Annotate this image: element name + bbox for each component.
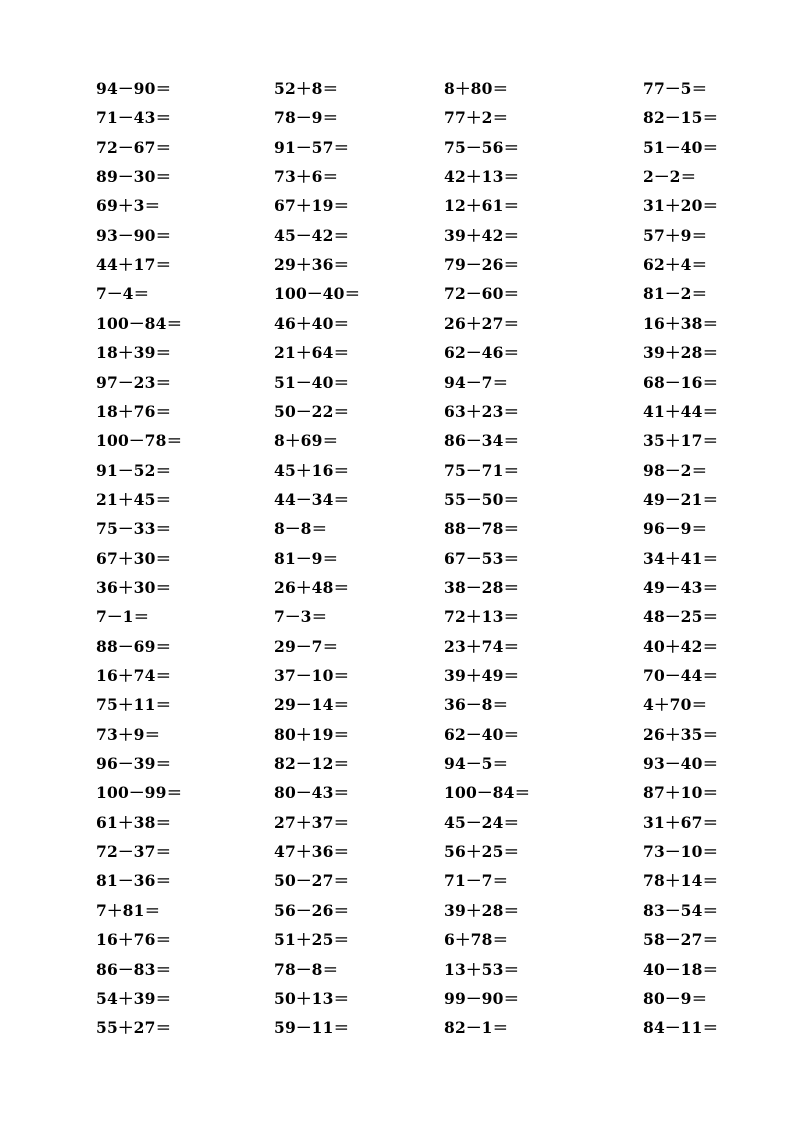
problem-c3-r10: 62－46＝	[444, 343, 520, 363]
problem-c1-r12: 18＋76＝	[96, 401, 172, 421]
problem-c2-r17: 81－9＝	[274, 548, 339, 568]
problem-c3-r13: 86－34＝	[444, 431, 520, 451]
problem-c2-r9: 46＋40＝	[274, 313, 350, 333]
problem-c2-r16: 8－8＝	[274, 519, 328, 539]
problem-c2-r12: 50－22＝	[274, 401, 350, 421]
problem-c1-r25: 100－99＝	[96, 783, 183, 803]
problem-c4-r11: 68－16＝	[643, 372, 719, 392]
problem-c4-r2: 82－15＝	[643, 108, 719, 128]
problem-c1-r22: 75＋11＝	[96, 695, 172, 715]
problem-c3-r1: 8＋80＝	[444, 79, 509, 98]
problem-c3-r18: 38－28＝	[444, 577, 520, 597]
problem-c4-r7: 62＋4＝	[643, 255, 708, 275]
problem-c2-r19: 7－3＝	[274, 607, 328, 627]
problem-c4-r12: 41＋44＝	[643, 401, 719, 421]
problem-c4-r20: 40＋42＝	[643, 636, 719, 656]
problem-c4-r30: 58－27＝	[643, 930, 719, 950]
problem-c1-r30: 16＋76＝	[96, 930, 172, 950]
problem-c4-r28: 78＋14＝	[643, 871, 719, 891]
problem-c2-r15: 44－34＝	[274, 489, 350, 509]
problem-c4-r26: 31＋67＝	[643, 812, 719, 832]
problem-c3-r24: 94－5＝	[444, 754, 509, 774]
problem-c1-r16: 75－33＝	[96, 519, 172, 539]
problem-c1-r7: 44＋17＝	[96, 255, 172, 275]
problem-c2-r32: 50＋13＝	[274, 988, 350, 1008]
problem-c3-r16: 88－78＝	[444, 519, 520, 539]
problem-c3-r22: 36－8＝	[444, 695, 509, 715]
problem-c1-r4: 89－30＝	[96, 167, 172, 187]
problem-c2-r26: 27＋37＝	[274, 812, 350, 832]
problem-c3-r33: 82－1＝	[444, 1018, 509, 1038]
problem-c4-r8: 81－2＝	[643, 284, 708, 304]
problem-c1-r1: 94－90＝	[96, 79, 172, 98]
problem-c4-r10: 39＋28＝	[643, 343, 719, 363]
problem-c3-r8: 72－60＝	[444, 284, 520, 304]
problem-c3-r11: 94－7＝	[444, 372, 509, 392]
problem-c4-r33: 84－11＝	[643, 1018, 719, 1038]
problem-c1-r14: 91－52＝	[96, 460, 172, 480]
problem-c1-r5: 69＋3＝	[96, 196, 161, 216]
problem-c4-r14: 98－2＝	[643, 460, 708, 480]
problem-c1-r33: 55＋27＝	[96, 1018, 172, 1038]
problem-c2-r22: 29－14＝	[274, 695, 350, 715]
problem-c1-r2: 71－43＝	[96, 108, 172, 128]
problem-c1-r8: 7－4＝	[96, 284, 150, 304]
problem-c4-r6: 57＋9＝	[643, 225, 708, 245]
problem-c2-r1: 52＋8＝	[274, 79, 339, 98]
problem-c1-r26: 61＋38＝	[96, 812, 172, 832]
problem-c4-r31: 40－18＝	[643, 959, 719, 979]
problem-c3-r31: 13＋53＝	[444, 959, 520, 979]
problem-c3-r29: 39＋28＝	[444, 900, 520, 920]
problem-c1-r15: 21＋45＝	[96, 489, 172, 509]
problem-c2-r10: 21＋64＝	[274, 343, 350, 363]
problem-c4-r13: 35＋17＝	[643, 431, 719, 451]
problem-c3-r12: 63＋23＝	[444, 401, 520, 421]
problem-c4-r3: 51－40＝	[643, 137, 719, 157]
problem-c2-r27: 47＋36＝	[274, 842, 350, 862]
problem-c1-r23: 73＋9＝	[96, 724, 161, 744]
problem-c4-r18: 49－43＝	[643, 577, 719, 597]
problem-c3-r14: 75－71＝	[444, 460, 520, 480]
problem-c3-r3: 75－56＝	[444, 137, 520, 157]
problem-c3-r9: 26＋27＝	[444, 313, 520, 333]
problem-c1-r31: 86－83＝	[96, 959, 172, 979]
problem-c1-r24: 96－39＝	[96, 754, 172, 774]
problem-c2-r28: 50－27＝	[274, 871, 350, 891]
problem-c2-r14: 45＋16＝	[274, 460, 350, 480]
problem-c4-r16: 96－9＝	[643, 519, 708, 539]
problem-c1-r19: 7－1＝	[96, 607, 150, 627]
problem-c2-r31: 78－8＝	[274, 959, 339, 979]
problem-c1-r32: 54＋39＝	[96, 988, 172, 1008]
problem-c3-r25: 100－84＝	[444, 783, 531, 803]
problem-c3-r5: 12＋61＝	[444, 196, 520, 216]
problem-c4-r15: 49－21＝	[643, 489, 719, 509]
problem-c4-r24: 93－40＝	[643, 754, 719, 774]
problem-c3-r15: 55－50＝	[444, 489, 520, 509]
problem-c1-r3: 72－67＝	[96, 137, 172, 157]
problem-c2-r5: 67＋19＝	[274, 196, 350, 216]
problem-c3-r27: 56＋25＝	[444, 842, 520, 862]
problem-c3-r26: 45－24＝	[444, 812, 520, 832]
problem-c2-r6: 45－42＝	[274, 225, 350, 245]
problem-c1-r27: 72－37＝	[96, 842, 172, 862]
problem-c2-r3: 91－57＝	[274, 137, 350, 157]
problem-c2-r2: 78－9＝	[274, 108, 339, 128]
problem-c4-r27: 73－10＝	[643, 842, 719, 862]
problem-c2-r13: 8＋69＝	[274, 431, 339, 451]
problem-c3-r6: 39＋42＝	[444, 225, 520, 245]
problem-c2-r23: 80＋19＝	[274, 724, 350, 744]
problem-c1-r11: 97－23＝	[96, 372, 172, 392]
problem-c3-r21: 39＋49＝	[444, 666, 520, 685]
problem-c3-r20: 23＋74＝	[444, 636, 520, 656]
problem-c3-r4: 42＋13＝	[444, 167, 520, 187]
problem-c3-r23: 62－40＝	[444, 724, 520, 744]
problem-c4-r25: 87＋10＝	[643, 783, 719, 803]
problem-c1-r9: 100－84＝	[96, 313, 183, 333]
problem-c1-r18: 36＋30＝	[96, 577, 172, 597]
problem-c1-r29: 7＋81＝	[96, 900, 161, 920]
problem-c2-r20: 29－7＝	[274, 636, 339, 656]
problem-c4-r29: 83－54＝	[643, 900, 719, 920]
problem-c2-r24: 82－12＝	[274, 754, 350, 774]
problem-c4-r19: 48－25＝	[643, 607, 719, 627]
problem-c1-r17: 67＋30＝	[96, 548, 172, 568]
problem-c3-r28: 71－7＝	[444, 871, 509, 891]
problem-c3-r17: 67－53＝	[444, 548, 520, 568]
problem-c1-r13: 100－78＝	[96, 431, 183, 451]
problem-c4-r1: 77－5＝	[643, 79, 708, 98]
problem-c4-r9: 16＋38＝	[643, 313, 719, 333]
problem-c2-r18: 26＋48＝	[274, 577, 350, 597]
problem-c2-r7: 29＋36＝	[274, 255, 350, 275]
problem-c3-r19: 72＋13＝	[444, 607, 520, 627]
problem-c1-r21: 16＋74＝	[96, 666, 172, 685]
problem-c2-r33: 59－11＝	[274, 1018, 350, 1038]
problem-c4-r5: 31＋20＝	[643, 196, 719, 216]
problem-c4-r22: 4＋70＝	[643, 695, 708, 715]
problem-c3-r32: 99－90＝	[444, 988, 520, 1008]
problem-c1-r10: 18＋39＝	[96, 343, 172, 363]
problem-c4-r17: 34＋41＝	[643, 548, 719, 568]
problem-c3-r30: 6＋78＝	[444, 930, 509, 950]
problem-c4-r32: 80－9＝	[643, 988, 708, 1008]
problem-c1-r20: 88－69＝	[96, 636, 172, 656]
problem-c4-r23: 26＋35＝	[643, 724, 719, 744]
problem-c1-r6: 93－90＝	[96, 225, 172, 245]
problem-c2-r25: 80－43＝	[274, 783, 350, 803]
problem-c2-r29: 56－26＝	[274, 900, 350, 920]
problem-c2-r4: 73＋6＝	[274, 167, 339, 187]
problem-c2-r21: 37－10＝	[274, 666, 350, 685]
problem-c4-r21: 70－44＝	[643, 666, 719, 685]
problem-c2-r11: 51－40＝	[274, 372, 350, 392]
problem-c2-r8: 100－40＝	[274, 284, 361, 304]
problem-c1-r28: 81－36＝	[96, 871, 172, 891]
problem-c3-r2: 77＋2＝	[444, 108, 509, 128]
problem-c4-r4: 2－2＝	[643, 167, 697, 187]
problem-c3-r7: 79－26＝	[444, 255, 520, 275]
problem-c2-r30: 51＋25＝	[274, 930, 350, 950]
